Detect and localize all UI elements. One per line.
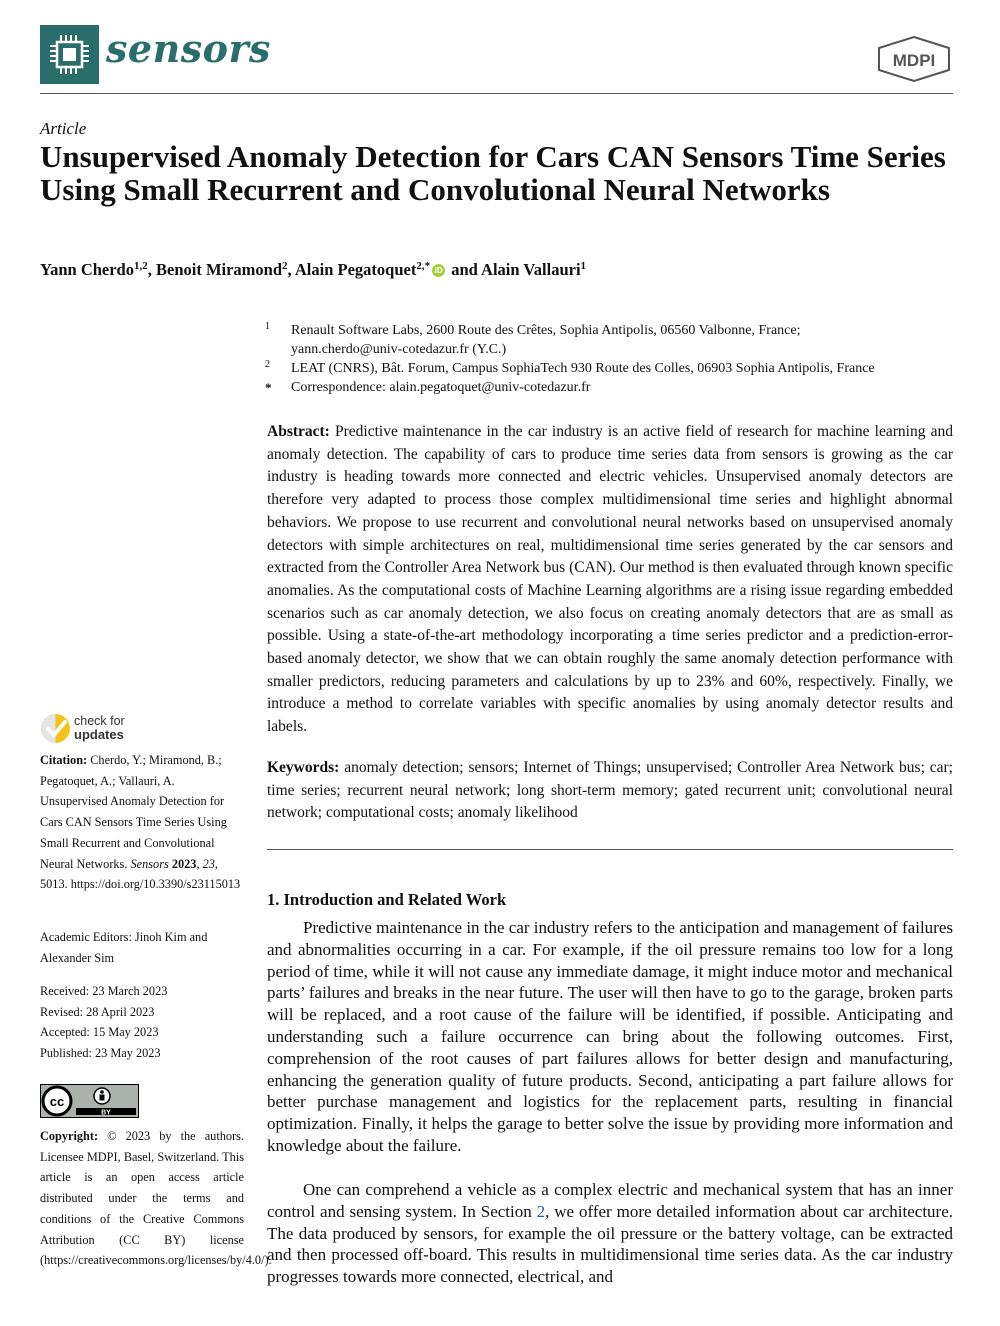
affiliation-text: Renault Software Labs, 2600 Route des Crêtes, Sophia Antipolis, 06560 Valbonne, France;: [291, 323, 801, 338]
revised-date: Revised: 28 April 2023: [40, 1004, 155, 1019]
keywords-text: anomaly detection; sensors; Internet of Things; unsupervised; Controller Area Network bus; car; time series; recurrent neural network; long short-term memory; gated recurrent unit; convolutional neural network; computational costs; anomaly likelihood: [267, 759, 953, 822]
section-link[interactable]: 2: [536, 1201, 546, 1221]
by-icon: BY: [101, 1109, 111, 1117]
author-separator: and: [447, 260, 482, 279]
journal-logo-icon: [40, 25, 99, 84]
affiliation-1: [267, 321, 957, 359]
check-updates-label: [74, 715, 125, 742]
author-separator: ,: [147, 260, 156, 279]
check-updates-line2: updates: [74, 727, 124, 742]
citation-label: Citation:: [40, 753, 88, 767]
author-affiliation-mark: 2: [282, 260, 288, 272]
cc-icon: cc: [49, 1094, 65, 1109]
paragraph-text: One can comprehend a vehicle as a complex electric and mechanical system that has an inner control and sensing system. In Section: [267, 1180, 953, 1221]
mdpi-logo[interactable]: [878, 36, 950, 82]
keywords: [267, 757, 953, 825]
copyright-label: Copyright:: [40, 1129, 99, 1143]
author-affiliation-mark: 1,2: [133, 260, 148, 272]
keywords-label: Keywords:: [267, 759, 340, 776]
copyright-text: © 2023 by the authors. Licensee MDPI, Basel, Switzerland. This article is an open access article distributed under the terms and conditions of the Creative Commons Attribution (CC BY) license (https://creativecommons.org/licenses/by/4.0/).: [40, 1129, 272, 1268]
paragraph-text: , we offer more detailed information about car architecture. The data produced by sensors, for example the oil pressure or the battery voltage, can be extracted and then processed off-board. This results in multidimensional time series data. As the car industry progresses towards more connected, electrical, and: [267, 1201, 953, 1287]
body-paragraph-2: [267, 1179, 953, 1288]
academic-editors: Academic Editors: Jinoh Kim and Alexander Sim: [40, 930, 208, 965]
author-affiliation-mark: 1: [580, 260, 587, 272]
check-updates-line1: check for: [74, 714, 125, 728]
paper-title: Unsupervised Anomaly Detection for Cars CAN Sensors Time Series Using Small Recurrent and Convolutional Neural Networks: [40, 139, 946, 207]
abstract-text: Predictive maintenance in the car industry is an active field of research for machine learning and anomaly detection. The capability of cars to produce time series data from sensors is growing as the car industry is heading towards more connected and electric vehicles. Unsupervised anomaly detectors are therefore very adapted to process those complex multidimensional time series and highlight abnormal behaviors. We propose to use recurrent and convolutional neural networks based on unsupervised anomaly detectors with simple architectures on real, multidimensional time series generated by the car sensors and extracted from the Controller Area Network bus (CAN). Our method is then evaluated through known specific anomalies. As the computational costs of Machine Learning algorithms are a rising issue regarding embedded scenarios such as car anomaly detection, we also focus on creating anomaly detectors that are as small as possible. Using a state-of-the-art methodology incorporating a time series predictor and a prediction-error-based anomaly detector, we show that we can obtain roughly the same anomaly detection performance with smaller predictors, reducing parameters and calculations by up to 23% and 60%, respectively. Finally, we introduce a method to correlate variables with specific anomalies by using anomaly detector results and labels.: [267, 423, 954, 736]
journal-name[interactable]: sensors: [106, 26, 271, 71]
published-date: Published: 23 May 2023: [40, 1046, 161, 1061]
body-divider: [267, 849, 953, 850]
author-affiliation-mark: 2,*: [416, 260, 431, 272]
abstract-label: Abstract:: [267, 423, 330, 440]
affiliation-text: LEAT (CNRS), Bât. Forum, Campus SophiaTech 930 Route des Colles, 06903 Sophia Antipolis, France: [291, 361, 875, 376]
citation-journal: Sensors: [130, 856, 169, 871]
check-for-updates-button[interactable]: [40, 713, 190, 747]
mdpi-logo-text: MDPI: [892, 51, 936, 70]
author-name: Benoit Miramond: [155, 260, 283, 279]
affiliation-mark: 2: [265, 359, 270, 370]
correspondence-text[interactable]: Correspondence: alain.pegatoquet@univ-cotedazur.fr: [291, 380, 591, 395]
copyright-notice: [40, 1126, 272, 1271]
correspondence: [267, 378, 957, 397]
header-divider: [40, 93, 953, 94]
received-date: Received: 23 March 2023: [40, 984, 168, 998]
author-name: Yann Cherdo: [40, 260, 134, 279]
citation-separator: ,: [196, 856, 203, 871]
publication-dates: [40, 981, 244, 1064]
author-separator: ,: [287, 260, 295, 279]
citation: [40, 750, 244, 895]
affiliation-2: [267, 359, 957, 378]
author-name: Alain Pegatoquet: [294, 260, 417, 279]
author-name: Alain Vallauri: [481, 260, 581, 279]
article-type: Article: [40, 119, 87, 138]
check-updates-icon: [40, 713, 71, 744]
affiliation-mark: *: [265, 380, 272, 395]
citation-volume: 23: [202, 856, 215, 871]
author-list: [40, 260, 586, 280]
section-heading: 1. Introduction and Related Work: [267, 890, 507, 909]
affiliation-email[interactable]: yann.cherdo@univ-cotedazur.fr (Y.C.): [291, 342, 507, 357]
body-paragraph-1: [267, 917, 953, 1157]
citation-year: 2023: [171, 856, 197, 871]
affiliation-mark: 1: [265, 321, 270, 332]
accepted-date: Accepted: 15 May 2023: [40, 1025, 159, 1040]
orcid-icon[interactable]: iD: [432, 264, 445, 277]
citation-text: Cherdo, Y.; Miramond, B.; Pegatoquet, A.; Vallauri, A. Unsupervised Anomaly Detection for Cars CAN Sensors Time Series Using Small Recurrent and Convolutional Neural Networks.: [40, 753, 227, 871]
cc-by-license-badge[interactable]: [40, 1084, 139, 1118]
abstract: [267, 421, 953, 739]
paragraph-text: Predictive maintenance in the car industry refers to the anticipation and management of failures and abnormalities occurring in a car. For example, if the oil pressure remains too low for a long period of time, while it will not cause any immediate damage, it might induce motor and mechanical parts’ failures and breaks in the near future. The user will then have to go to the garage, broken parts will be replaced, and a root cause of the failure will be identified, if possible. Anticipating and understanding such a failure occurrence can bring about the following outcomes. First, comprehension of the root causes of part failures allows for better design and manufacturing, enhancing the generation quality of future products. Second, anticipating a part failure allows for better purchase management and logistics for the replacement parts, resulting in financial optimization. Finally, it helps the garage to better solve the issue by providing more information and knowledge about the failure.: [267, 918, 954, 1155]
citation-doi[interactable]: , 5013. https://doi.org/10.3390/s23115013: [40, 856, 241, 892]
